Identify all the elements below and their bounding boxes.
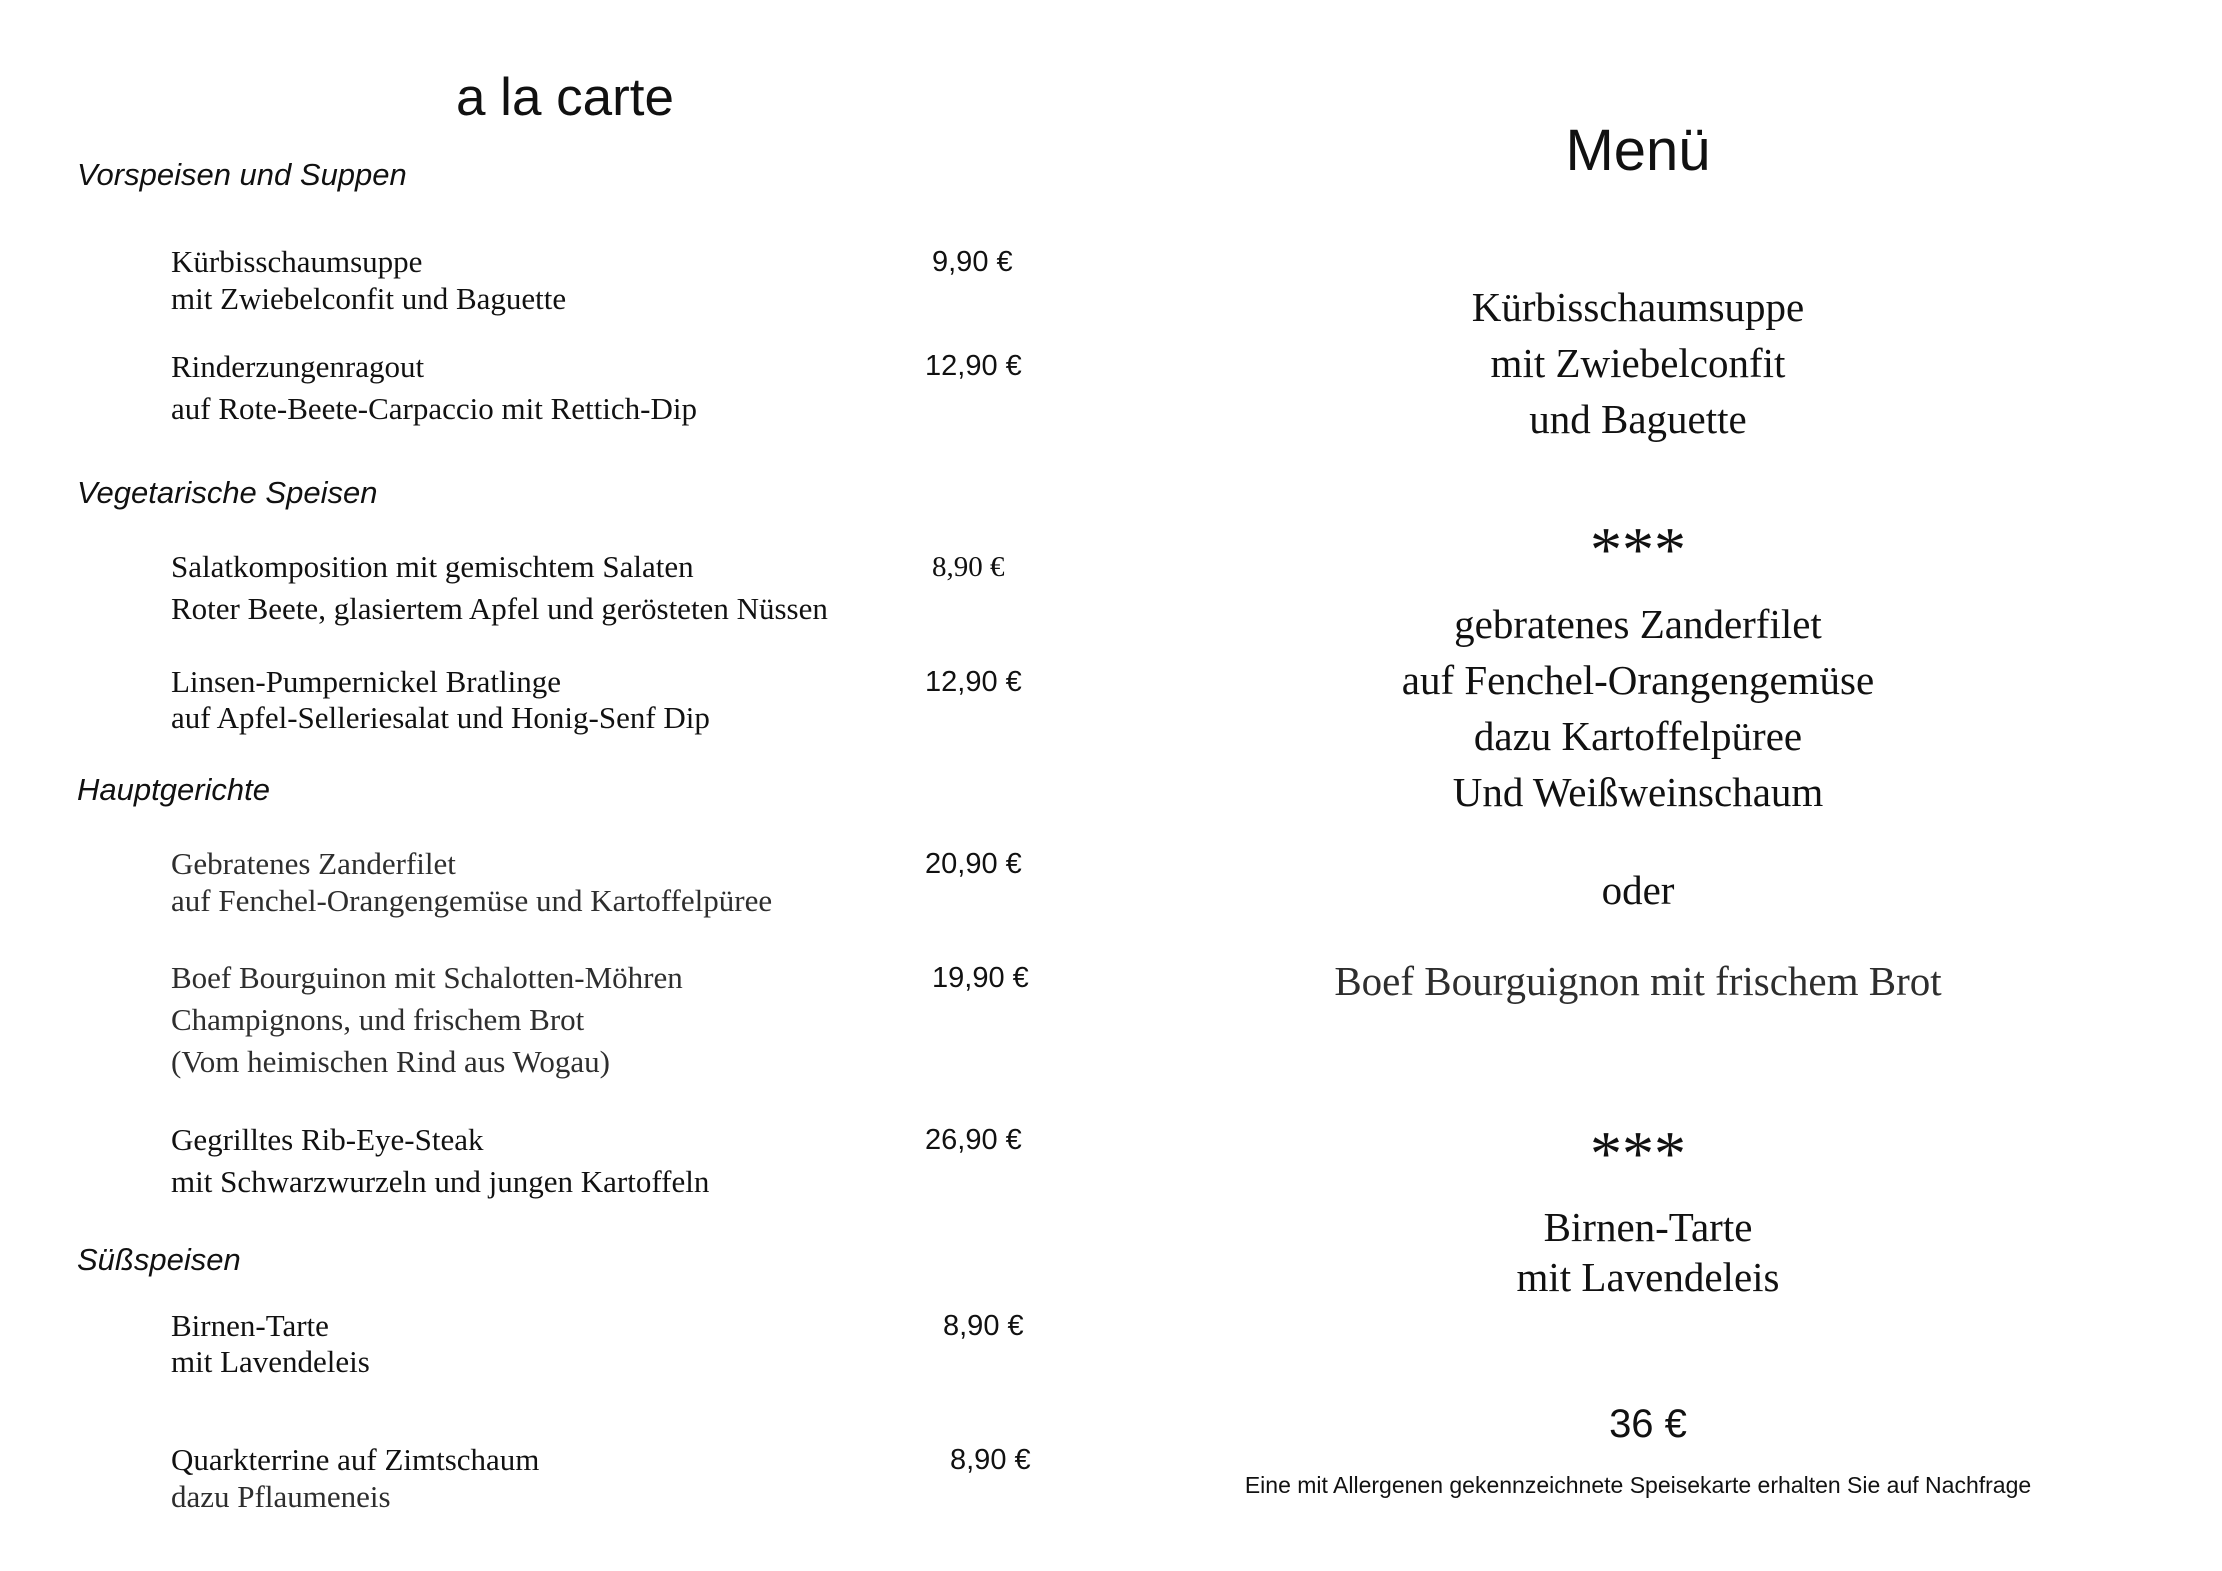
dish-description: mit Lavendeleis [171,1344,370,1379]
allergen-note: Eine mit Allergenen gekennzeichnete Speisekarte erhalten Sie auf Nachfrage [1244,1472,2032,1498]
dish-description: auf Apfel-Selleriesalat und Honig-Senf Dip [171,700,710,735]
dish-name: Birnen-Tarte [171,1308,329,1343]
dish-price: 12,90 € [925,666,1022,698]
alacarte-title: a la carte [455,68,674,127]
dish-description: (Vom heimischen Rind aus Wogau) [171,1044,610,1079]
menu-course-line: Kürbisschaumsuppe [1471,284,1805,330]
menu-course-line: mit Lavendeleis [1516,1254,1780,1300]
section-heading-hauptgerichte: Hauptgerichte [77,772,271,807]
dish-description: mit Zwiebelconfit und Baguette [171,281,567,316]
dish-price: 26,90 € [925,1124,1022,1156]
menu-course-line: auf Fenchel-Orangengemüse [1401,657,1875,703]
menu-course-line: mit Zwiebelconfit [1490,340,1786,386]
menu-title: Menü [1565,118,1711,183]
dish-description: Roter Beete, glasiertem Apfel und gerösteten Nüssen [171,591,828,626]
menu-separator: *** [1590,514,1686,585]
dish-name: Quarkterrine auf Zimtschaum [171,1442,540,1477]
dish-name: Gegrilltes Rib-Eye-Steak [171,1122,484,1157]
dish-description: auf Fenchel-Orangengemüse und Kartoffelpüree [171,883,773,918]
dish-name: Gebratenes Zanderfilet [171,846,456,881]
menu-separator: *** [1590,1118,1686,1189]
dish-price: 20,90 € [925,848,1022,880]
dish-description: Champignons, und frischem Brot [171,1002,585,1037]
dish-name: Linsen-Pumpernickel Bratlinge [171,664,561,699]
dish-name: Kürbisschaumsuppe [171,244,423,279]
section-heading-vegetarisch: Vegetarische Speisen [77,475,378,510]
dish-name: Rinderzungenragout [171,349,425,384]
dish-price: 8,90 € [943,1310,1024,1342]
dish-description: dazu Pflaumeneis [171,1479,391,1514]
dish-description: auf Rote-Beete-Carpaccio mit Rettich-Dip [171,391,697,426]
dish-price: 19,90 € [932,962,1029,994]
menu-course-line: dazu Kartoffelpüree [1473,713,1803,759]
dish-price: 8,90 € [932,551,1005,583]
menu-price: 36 € [1609,1402,1687,1446]
dish-description: mit Schwarzwurzeln und jungen Kartoffeln [171,1164,710,1199]
dish-price: 12,90 € [925,350,1022,382]
menu-course-line: Boef Bourguignon mit frischem Brot [1334,958,1942,1004]
section-heading-suessspeisen: Süßspeisen [77,1242,241,1277]
menu-course-line: Und Weißweinschaum [1452,769,1824,815]
dish-price: 8,90 € [950,1444,1031,1476]
dish-name: Salatkomposition mit gemischtem Salaten [171,549,694,584]
section-heading-vorspeisen: Vorspeisen und Suppen [77,157,407,192]
menu-course-line: Birnen-Tarte [1543,1204,1753,1250]
dish-name: Boef Bourguinon mit Schalotten-Möhren [171,960,683,995]
dish-price: 9,90 € [932,246,1013,278]
menu-course-line: gebratenes Zanderfilet [1454,601,1822,647]
menu-or: oder [1601,867,1675,913]
menu-course-line: und Baguette [1529,396,1747,442]
